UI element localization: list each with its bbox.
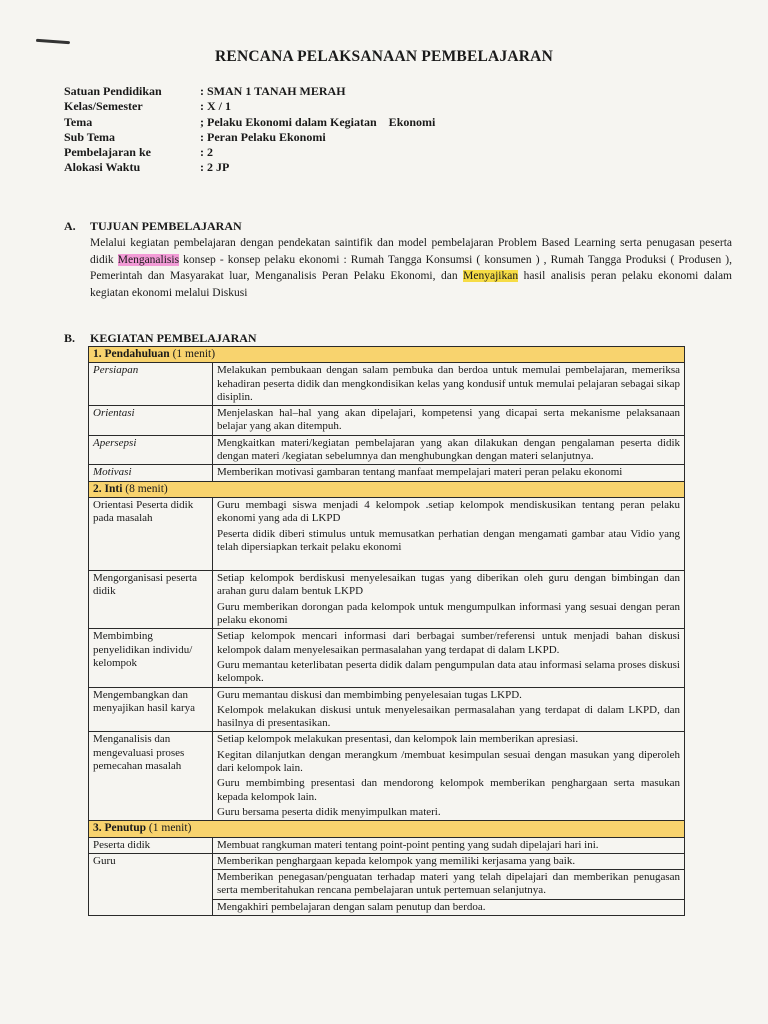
description-cell [213,435,685,465]
step-cell: Membimbing penyelidikan individu/ kelompok [89,629,213,687]
description-cell [213,687,685,732]
description-cell [213,870,685,900]
description-line: Memberikan motivasi gambaran tentang manfaat mempelajari materi peran pelaku ekonomi [217,466,623,479]
description-cell [213,629,685,687]
table-row [89,687,685,732]
highlight-menganalisis: Menganalisis [117,253,180,266]
phase-row-inti [89,481,685,497]
table-row [89,363,685,406]
phase-row-pendahuluan [89,347,685,363]
step-cell: Apersepsi [89,435,213,465]
identity-row-alokasi [64,160,435,175]
identity-value: : X / 1 [200,99,231,114]
description-line: Guru memantau keterlibatan peserta didik dalam pengumpulan data atau informasi selama proses diskusi kelompok. [217,658,680,685]
description-line: Menjelaskan hal–hal yang akan dipelajari, kompetensi yang dicapai serta mekanisme pelaksanaan belajar yang akan ditempuh. [217,407,680,433]
identity-row-satuan [64,84,435,99]
table-row [89,465,685,481]
table-row [89,853,685,869]
purpose-text: hasil analisis peran pelaku ekonomi dalam kegiatan ekonomi melalui Diskusi [90,270,733,299]
identity-value: : 2 JP [200,160,230,175]
description-line: Memberikan penghargaan kepada kelompok yang memiliki kerjasama yang baik. [217,854,576,867]
step-cell: Orientasi Peserta didik pada masalah [89,497,213,570]
section-letter: B. [64,331,76,345]
description-line: Kelompok melakukan diskusi untuk menyelesaikan permasalahan yang terdapat di dalam LKPD, dan hasilnya di presentasikan. [217,703,680,730]
identity-value: ; Pelaku Ekonomi dalam Kegiatan Ekonomi [200,114,436,129]
identity-value: : 2 [200,145,213,160]
table-row [89,732,685,821]
identity-label: Alokasi Waktu [64,160,141,175]
identity-row-pembelajaran [64,145,435,160]
description-line: Mengakhiri pembelajaran dengan salam penutup dan berdoa. [217,900,486,913]
description-line: Memberikan penegasan/penguatan terhadap materi yang telah dipelajari dan memberikan penugasan serta memberitahukan rencana pembelajaran untuk pertemuan selanjutnya. [217,871,680,897]
table-row [89,571,685,629]
description-line: Membuat rangkuman materi tentang point-point penting yang sudah dipelajari hari ini. [217,838,599,851]
section-heading [64,219,732,234]
description-line: Kegitan dilanjutkan dengan merangkum /membuat kesimpulan sesuai dengan masukan yang diperoleh dari kelompok lain. [217,748,680,775]
table-row [89,406,685,436]
activities-table [88,346,685,916]
description-line: Guru memberikan dorongan pada kelompok untuk mengumpulkan informasi yang sesuai dengan peran pelaku ekonomi [217,600,680,627]
identity-row-tema [64,115,435,130]
section-tujuan [64,219,732,301]
identity-value: : Peran Pelaku Ekonomi [200,129,326,144]
description-cell [213,899,685,915]
description-line: Guru membimbing presentasi dan mendorong kelompok memberikan penghargaan serta masukan kepada kelompok lain. [217,777,680,803]
step-cell: Menganalisis dan mengevaluasi proses pemecahan masalah [89,732,213,821]
step-cell: Guru [89,853,213,915]
pen-mark [36,39,70,44]
phase-duration: (8 menit) [125,482,168,495]
description-line: Guru memantau diskusi dan membimbing penyelesaian tugas LKPD. [217,688,522,701]
identity-row-subtema [64,130,435,145]
step-cell: Motivasi [89,465,213,481]
table-row [89,837,685,853]
table-row [89,629,685,687]
description-line: Setiap kelompok melakukan presentasi, dan kelompok lain memberikan apresiasi. [217,733,579,746]
phase-title: 3. Penutup [93,822,147,835]
description-line: Mengkaitkan materi/kegiatan pembelajaran yang akan dilakukan dengan pengalaman peserta didik dengan materi /kegiatan sebelumnya dan menghubungkan dengan materi selanjutnya. [217,436,680,463]
identity-value: : SMAN 1 TANAH MERAH [200,84,346,98]
phase-label [89,821,685,837]
description-cell [213,406,685,436]
description-cell [213,837,685,853]
highlight-menyajikan: Menyajikan [463,270,519,282]
step-cell: Orientasi [89,406,213,436]
purpose-text: konsep - konsep pelaku ekonomi : Rumah Tangga Konsumsi ( konsumen ) , Rumah Tangga Produksi ( Produsen ), Pemerintah dan Masyarakat luar, Menganalisis Peran Pelaku Ekonomi, dan [90,253,732,282]
step-cell: Persiapan [89,363,213,406]
description-cell [213,497,685,570]
description-line: Setiap kelompok mencari informasi dari berbagai sumber/referensi untuk menjadi bahan diskusi kelompok dalam menyelesaikan permasalahan yang terdapat di dalam LKPD. [217,630,680,656]
phase-duration: (1 menit) [172,348,216,360]
identity-label: Sub Tema [64,129,116,144]
identity-label: Satuan Pendidikan [64,84,162,98]
phase-row-penutup [89,821,685,837]
description-cell [213,853,685,869]
description-line: Guru membagi siswa menjadi 4 kelompok .setiap kelompok mendiskusikan tentang peran pelaku ekonomi yang ada di LKPD [217,498,680,525]
table-row [89,435,685,465]
description-cell [213,571,685,629]
section-kegiatan-heading [64,331,257,346]
table-row [89,497,685,570]
section-title: KEGIATAN PEMBELAJARAN [90,331,257,345]
description-cell [213,465,685,481]
description-line: Peserta didik diberi stimulus untuk memusatkan perhatian dengan mengamati gambar atau Vidio yang telah dipersiapkan terkait pelaku ekonomi [217,527,680,553]
phase-label [89,347,685,363]
identity-label: Tema [64,114,93,129]
phase-duration: (1 menit) [148,822,192,835]
purpose-paragraph [90,235,732,301]
description-line: Setiap kelompok berdiskusi menyelesaikan tugas yang diberikan oleh guru dengan bimbingan dan arahan guru dalam bentuk LKPD [217,572,680,598]
section-letter: A. [64,219,76,233]
step-cell: Peserta didik [89,837,213,853]
identity-label: Kelas/Semester [64,99,143,114]
step-cell: Mengembangkan dan menyajikan hasil karya [89,687,213,732]
identity-row-kelas [64,99,435,114]
description-cell [213,732,685,821]
document-title: RENCANA PELAKSANAAN PEMBELAJARAN [215,48,553,65]
identity-block [64,84,435,176]
phase-title: 1. Pendahuluan [93,348,170,360]
phase-label [89,481,685,497]
section-title: TUJUAN PEMBELAJARAN [90,219,242,233]
description-cell [213,363,685,406]
identity-label: Pembelajaran ke [64,145,151,160]
step-cell: Mengorganisasi peserta didik [89,571,213,629]
phase-title: 2. Inti [93,482,123,495]
description-line: Guru bersama peserta didik menyimpulkan materi. [217,805,441,818]
description-line: Melakukan pembukaan dengan salam pembuka dan berdoa untuk memulai pembelajaran, memeriksa kehadiran peserta didik dan mengkondisikan kelas yang kondusif untuk memulai pelajaran sebagai sikap disiplin. [217,364,680,403]
purpose-text: Melalui kegiatan pembelajaran dengan pendekatan saintifik dan model pembelajaran Problem Based Learning serta penugasan peserta didik [90,237,732,266]
